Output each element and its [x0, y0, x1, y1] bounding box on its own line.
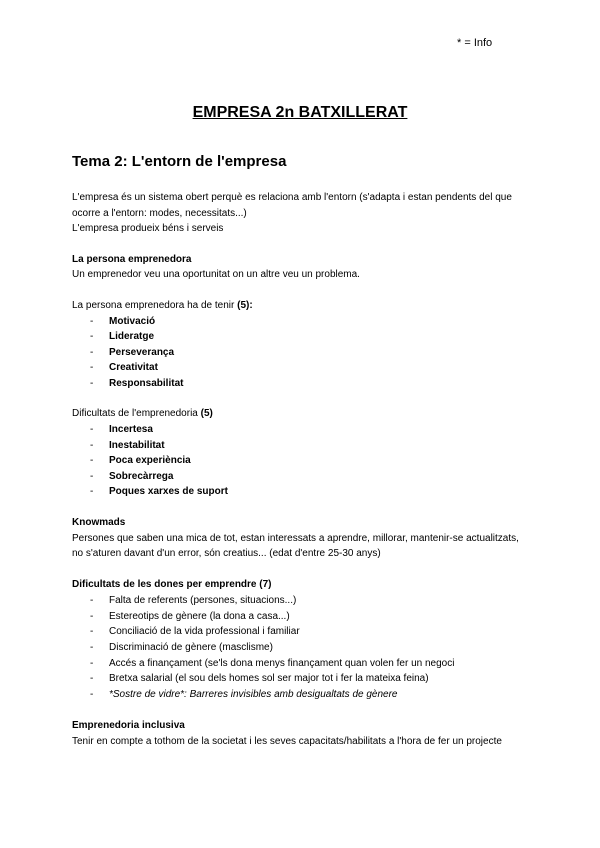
- tenir-lead: [72, 299, 253, 312]
- inclusiva-text: Tenir en compte a tothom de la societat i les seves capacitats/habilitats a l'hora de fer un projecte: [72, 736, 502, 747]
- list-item: Motivació: [109, 316, 156, 327]
- list-item: Conciliació de la vida professional i familiar: [109, 626, 300, 637]
- knowmads-line: no s'aturen davant d'un error, són creatius... (edat d'entre 25-30 anys): [72, 548, 381, 559]
- list-item: Estereotips de gènere (la dona a casa...): [109, 611, 290, 622]
- bullet-dash: -: [90, 316, 94, 327]
- intro-line: L'empresa produeix béns i serveis: [72, 223, 224, 234]
- bullet-dash: -: [90, 471, 94, 482]
- list-item: Incertesa: [109, 424, 153, 435]
- intro-line: ocorre a l'entorn: modes, necessitats...): [72, 208, 247, 219]
- list-item: Poca experiència: [109, 455, 191, 466]
- bullet-dash: -: [90, 486, 94, 497]
- topic-heading: Tema 2: L'entorn de l'empresa: [72, 153, 287, 170]
- dificultats-lead: [72, 407, 213, 420]
- bullet-dash: -: [90, 595, 94, 606]
- list-item: Responsabilitat: [109, 378, 184, 389]
- list-item: Bretxa salarial (el sou dels homes sol ser major tot i fer la mateixa feina): [109, 673, 429, 684]
- sostre-vidre-note: *Sostre de vidre*: Barreres invisibles amb desigualtats de gènere: [109, 689, 398, 700]
- bullet-dash: -: [90, 658, 94, 669]
- bullet-dash: -: [90, 347, 94, 358]
- bullet-dash: -: [90, 673, 94, 684]
- bullet-dash: -: [90, 689, 94, 700]
- list-item: Discriminació de gènere (masclisme): [109, 642, 273, 653]
- list-item: Poques xarxes de suport: [109, 486, 228, 497]
- info-note: * = Info: [457, 37, 493, 49]
- bullet-dash: -: [90, 440, 94, 451]
- list-item: Falta de referents (persones, situacions...): [109, 595, 297, 606]
- document-title: EMPRESA 2n BATXILLERAT: [192, 104, 408, 121]
- list-item: Sobrecàrrega: [109, 471, 174, 482]
- bullet-dash: -: [90, 378, 94, 389]
- tenir-count: (5):: [237, 300, 253, 311]
- bullet-dash: -: [90, 331, 94, 342]
- list-item: Lideratge: [109, 331, 155, 342]
- section-heading-knowmads: Knowmads: [72, 517, 126, 528]
- persona-text: Un emprenedor veu una oportunitat on un altre veu un problema.: [72, 269, 360, 280]
- dificultats-count: (5): [200, 408, 213, 419]
- list-item: Perseverança: [109, 347, 175, 358]
- bullet-dash: -: [90, 642, 94, 653]
- bullet-dash: -: [90, 424, 94, 435]
- tenir-lead-text: La persona emprenedora ha de tenir: [72, 300, 235, 311]
- section-heading-persona: La persona emprenedora: [72, 254, 192, 265]
- bullet-dash: -: [90, 611, 94, 622]
- list-item: Creativitat: [109, 362, 158, 373]
- list-item: Inestabilitat: [109, 440, 165, 451]
- knowmads-line: Persones que saben una mica de tot, estan interessats a aprendre, millorar, mantenir-se actualitzats,: [72, 533, 519, 544]
- intro-line: L'empresa és un sistema obert perquè es relaciona amb l'entorn (s'adapta i estan pendents del que: [72, 192, 512, 203]
- dificultats-lead-text: Dificultats de l'emprenedoria: [72, 408, 198, 419]
- bullet-dash: -: [90, 626, 94, 637]
- section-heading-inclusiva: Emprenedoria inclusiva: [72, 720, 185, 731]
- section-heading-dones: Dificultats de les dones per emprendre (7): [72, 579, 272, 590]
- list-item: Accés a finançament (se'ls dona menys finançament quan volen fer un negoci: [109, 658, 455, 669]
- bullet-dash: -: [90, 362, 94, 373]
- bullet-dash: -: [90, 455, 94, 466]
